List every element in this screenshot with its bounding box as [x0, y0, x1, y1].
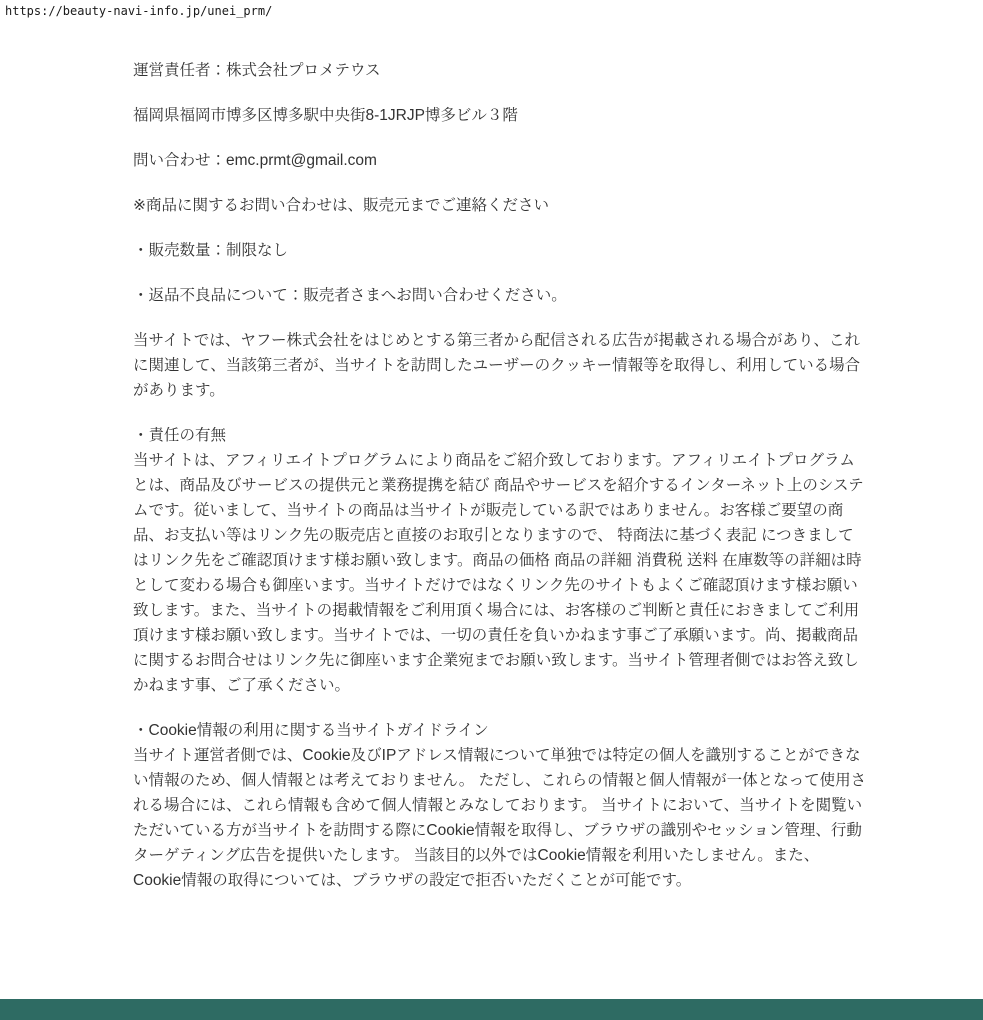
contact-line: 問い合わせ：emc.prmt@gmail.com — [133, 152, 377, 169]
returns-line: ・返品不良品について：販売者さまへお問い合わせください。 — [133, 287, 567, 304]
cookie-section — [133, 718, 867, 893]
address-line: 福岡県福岡市博多区博多駅中央街8-1JRJP博多ビル３階 — [133, 107, 518, 124]
third-party-ads-paragraph: 当サイトでは、ヤフー株式会社をはじめとする第三者から配信される広告が掲載される場合があり、これに関連して、当該第三者が、当サイトを訪問したユーザーのクッキー情報等を取得し、利用している場合があります。 — [133, 332, 861, 399]
cookie-section-body: 当サイト運営者側では、Cookie及びIPアドレス情報について単独では特定の個人を識別することができない情報のため、個人情報とは考えておりません。 ただし、これらの情報と個人情報が一体となって使用される場合には、これら情報も含めて個人情報とみなしております。 当サイトにおいて、当サイトを閲覧いただいている方が当サイトを訪問する際にCookie情報を取得し、ブラウザの識別やセッション管理、行動ターゲティング広告を提供いたします。 当該目的以外ではCookie情報を利用いたしません。また、Cookie情報の取得については、ブラウザの設定で拒否いただくことが可能です。 — [133, 747, 867, 889]
footer-bar — [0, 999, 983, 1020]
cookie-section-heading: ・Cookie情報の利用に関する当サイトガイドライン — [133, 722, 489, 739]
responsibility-section — [133, 423, 867, 698]
sales-quantity-line: ・販売数量：制限なし — [133, 242, 289, 259]
responsibility-section-body: 当サイトは、アフィリエイトプログラムにより商品をご紹介致しております。アフィリエイトプログラムとは、商品及びサービスの提供元と業務提携を結び 商品やサービスを紹介するインターネット上のシステムです。従いまして、当サイトの商品は当サイトが販売している訳ではありません。お客様ご要望の商品、お支払い等はリンク先の販売店と直接のお取引となりますので、 特商法に基づく表記 につきましてはリンク先をご確認頂けます様お願い致します。商品の価格 商品の詳細 消費税 送料 在庫数等の詳細は時として変わる場合も御座います。当サイトだけではなくリンク先のサイトもよくご確認頂けます様お願い致します。また、当サイトの掲載情報をご利用頂く場合には、お客様のご判断と責任におきましてご利用頂けます様お願い致します。当サイトでは、一切の責任を負いかねます事ご了承願います。尚、掲載商品に関するお問合せはリンク先に御座います企業宛までお願い致します。当サイト管理者側ではお答え致しかねます事、ご了承ください。 — [133, 452, 864, 694]
operator-line: 運営責任者：株式会社プロメテウス — [133, 62, 381, 79]
responsibility-section-heading: ・責任の有無 — [133, 427, 227, 444]
page-url-text: https://beauty-navi-info.jp/unei_prm/ — [5, 4, 273, 18]
product-inquiry-note: ※商品に関するお問い合わせは、販売元までご連絡ください — [133, 197, 549, 214]
main-content — [133, 58, 867, 913]
